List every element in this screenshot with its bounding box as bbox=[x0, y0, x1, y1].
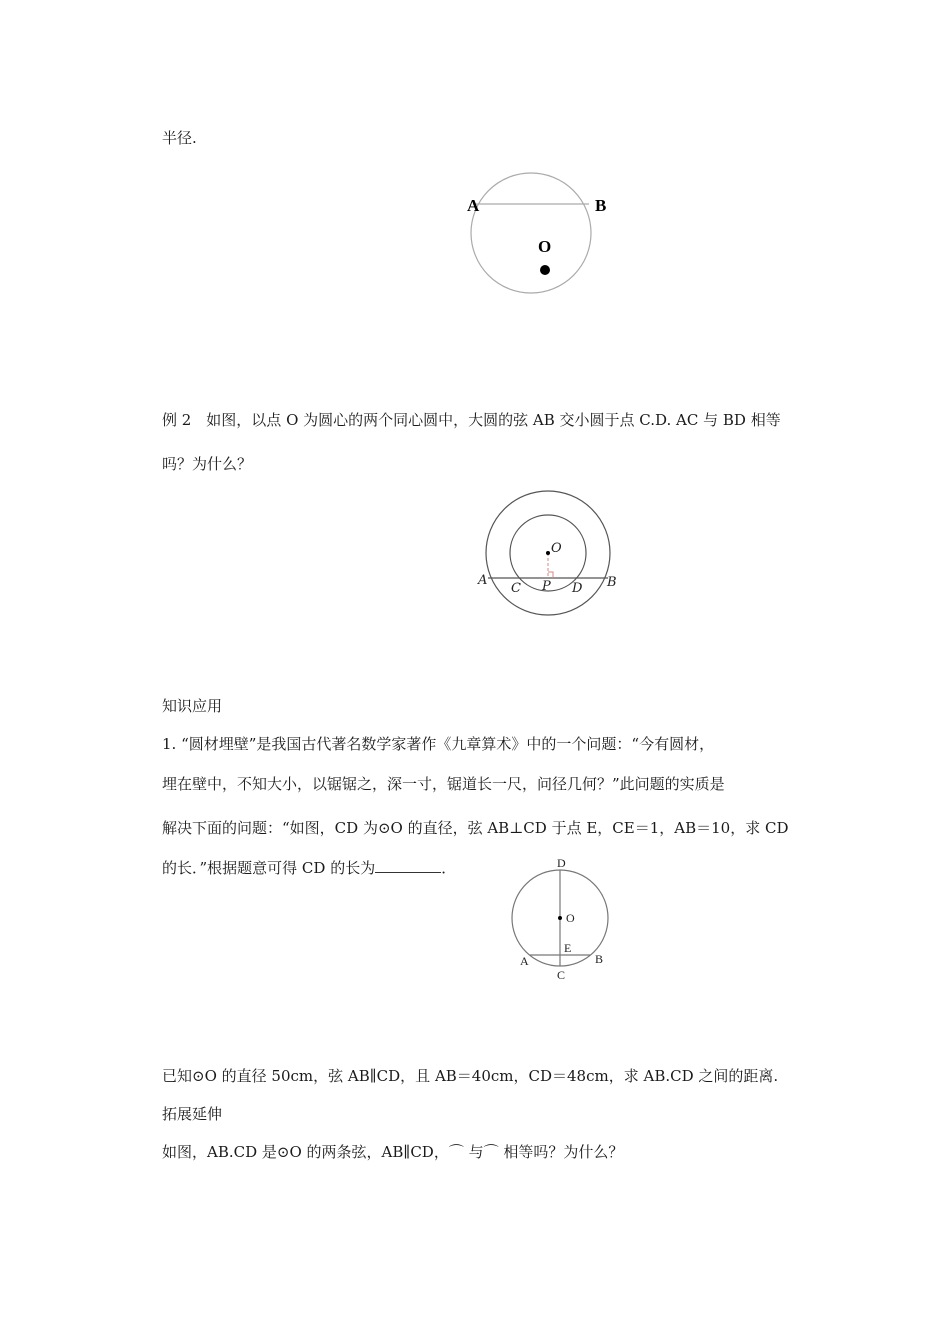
right-angle-mark bbox=[548, 572, 553, 578]
problem2-text: 已知⊙O 的直径 50cm，弦 AB∥CD，且 AB＝40cm，CD＝48cm，求 AB.CD 之间的距离. bbox=[162, 1067, 779, 1085]
example2-line2: 吗？为什么？ bbox=[162, 455, 253, 473]
label-o: O bbox=[538, 237, 552, 256]
label-a: A bbox=[520, 954, 529, 968]
problem1-line4 bbox=[162, 858, 456, 878]
figure-circle-chord bbox=[450, 160, 630, 310]
problem1-line2: 埋在壁中，不知大小，以锯锯之，深一寸，锯道长一尺，问径几何？”此问题的实质是 bbox=[162, 775, 725, 793]
label-d: D bbox=[572, 581, 583, 596]
label-d: D bbox=[557, 856, 566, 870]
section-heading-extend: 拓展延伸 bbox=[162, 1105, 223, 1123]
problem1-line4-text: 的长．”根据题意可得 CD 的长为 bbox=[162, 859, 376, 877]
problem1-line4-end: ． bbox=[441, 859, 457, 877]
fragment-text: 半径. bbox=[162, 129, 197, 147]
circle bbox=[471, 173, 591, 293]
label-o: O bbox=[566, 911, 575, 925]
label-b: B bbox=[607, 575, 617, 590]
figure-diameter-chord bbox=[505, 852, 620, 987]
section-heading-apply: 知识应用 bbox=[162, 697, 223, 715]
label-b: B bbox=[595, 196, 607, 215]
center-point bbox=[546, 551, 550, 555]
label-e: E bbox=[564, 941, 572, 955]
figure-concentric-circles bbox=[470, 485, 630, 625]
label-b: B bbox=[595, 952, 604, 966]
center-point bbox=[558, 916, 562, 920]
label-p: P bbox=[542, 579, 551, 594]
label-a: A bbox=[478, 573, 488, 588]
label-a: A bbox=[467, 196, 480, 215]
problem1-line1: 1. “圆材埋壁”是我国古代著名数学家著作《九章算术》中的一个问题：“今有圆材， bbox=[162, 735, 715, 753]
label-c: C bbox=[557, 968, 566, 982]
example2-line1: 例 2 如图，以点 O 为圆心的两个同心圆中，大圆的弦 AB 交小圆于点 C.D. AC 与 BD 相等 bbox=[162, 411, 781, 429]
answer-blank bbox=[375, 858, 441, 873]
problem1-line3: 解决下面的问题：“如图，CD 为⊙O 的直径，弦 AB⊥CD 于点 E，CE＝1，AB＝10，求 CD bbox=[162, 819, 789, 837]
center-point bbox=[540, 265, 550, 275]
label-c: C bbox=[511, 581, 521, 596]
problem3-text: 如图，AB.CD 是⊙O 的两条弦，AB∥CD，⌒ 与⌒ 相等吗？为什么？ bbox=[162, 1143, 624, 1161]
label-o: O bbox=[551, 541, 562, 556]
